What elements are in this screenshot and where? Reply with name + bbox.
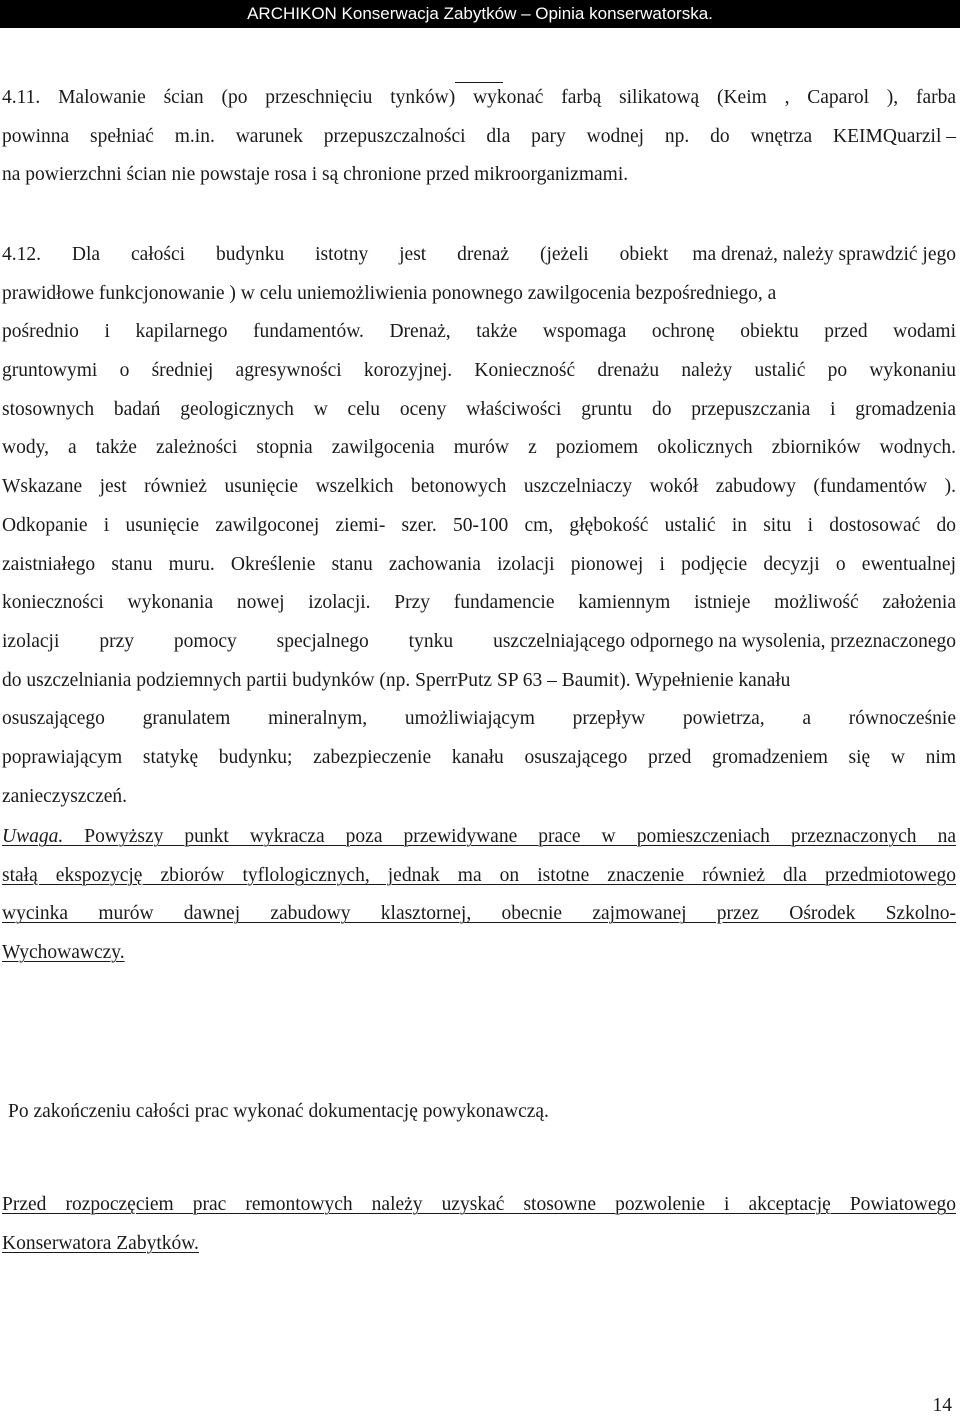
section-4-12-line-10: konieczności wykonania nowej izolacji. Przy fundamencie kamiennym istnieje możliwość założenia — [2, 592, 956, 614]
section-4-12-line-11 — [2, 623, 956, 662]
section-4-11-line-3: na powierzchni ścian nie powstaje rosa i są chronione przed mikroorganizmami. — [2, 164, 629, 186]
section-4-12-line-11-tail: uszczelniającego odpornego na wysolenia, przeznaczonego — [493, 630, 956, 652]
section-4-11-line-2-tail: Quarzil – — [882, 125, 956, 147]
section-4-12-line-11-text: izolacji przy pomocy specjalnego tynku — [2, 630, 454, 652]
completion-text: Po zakończeniu całości prac wykonać dokumentację powykonawczą. — [8, 1101, 549, 1122]
approval-block — [2, 1186, 956, 1263]
note-line-2: stałą ekspozycję zbiorów tyflologicznych, jednak ma on istotne znaczenie również dla przedmiotowego — [2, 864, 956, 886]
section-4-12-line-1-text: 4.12. Dla całości budynku istotny jest drenaż (jeżeli obiekt — [2, 244, 669, 265]
section-4-12-line-8: Odkopanie i usunięcie zawilgoconej ziemi- szer. 50-100 cm, głębokość ustalić in situ i dostosować do — [2, 514, 956, 536]
section-4-12-line-1 — [2, 236, 956, 275]
section-4-12-line-4: gruntowymi o średniej agresywności korozyjnej. Konieczność drenażu należy ustalić po wykonaniu — [2, 360, 956, 382]
approval-line-2: Konserwatora Zabytków. — [2, 1232, 199, 1254]
completion-block — [8, 1093, 948, 1132]
note-line-1-text: Powyższy punkt wykracza poza przewidywane prace w pomieszczeniach przeznaczonych na — [84, 826, 956, 847]
section-4-12-line-13: osuszającego granulatem mineralnym, umożliwiającym przepływ powietrza, a równocześnie — [2, 708, 956, 730]
approval-line-1: Przed rozpoczęciem prac remontowych należy uzyskać stosowne pozwolenie i akceptację Powiatowego — [2, 1194, 956, 1215]
section-4-12-line-1-tail: ma drenaż, należy sprawdzić jego — [692, 244, 956, 265]
note-line-4: Wychowawczy. — [2, 942, 125, 964]
note-block — [2, 818, 956, 973]
section-4-11-line-1: 4.11. Malowanie ścian (po przeschnięciu tynków) wykonać farbą silikatową (Keim , Caparol ), farba — [2, 87, 956, 108]
section-4-12-line-7: Wskazane jest również usunięcie wszelkich betonowych uszczelniaczy wokół zabudowy (fundamentów ). — [2, 476, 956, 498]
section-4-12-line-9: zaistniałego stanu muru. Określenie stanu zachowania izolacji pionowej i podjęcie decyzji o ewentualnej — [2, 553, 956, 575]
section-4-12-line-5: stosownych badań geologicznych w celu oceny właściwości gruntu do przepuszczania i gromadzenia — [2, 398, 956, 420]
note-line-1 — [2, 818, 956, 857]
section-4-12-line-12: do uszczelniania podziemnych partii budynków (np. SperrPutz SP 63 – Baumit). Wypełnienie kanału — [2, 669, 791, 691]
header-text: ARCHIKON Konserwacja Zabytków – Opinia konserwatorska. — [247, 4, 713, 23]
section-4-11-line-2-text: powinna spełniać m.in. warunek przepuszczalności dla pary wodnej np. do wnętrza KEIM — [2, 125, 883, 147]
document-header — [0, 0, 960, 28]
section-4-11-line-2 — [2, 118, 956, 157]
section-4-12 — [2, 236, 956, 816]
section-4-11 — [2, 79, 956, 195]
note-label: Uwaga. — [2, 826, 64, 847]
section-4-12-line-6: wody, a także zależności stopnia zawilgocenia murów z poziomem okolicznych zbiorników wodnych. — [2, 437, 956, 459]
section-4-12-line-15: zanieczyszczeń. — [2, 785, 128, 807]
section-4-12-line-3: pośrednio i kapilarnego fundamentów. Drenaż, także wspomaga ochronę obiektu przed wodami — [2, 321, 956, 343]
section-4-12-line-2: prawidłowe funkcjonowanie ) w celu uniemożliwienia ponownego zawilgocenia bezpośredniego, a — [2, 282, 777, 304]
section-4-12-line-14: poprawiającym statykę budynku; zabezpieczenie kanału osuszającego przed gromadzeniem się w nim — [2, 746, 956, 768]
note-line-3: wycinka murów dawnej zabudowy klasztornej, obecnie zajmowanej przez Ośrodek Szkolno- — [2, 903, 956, 925]
page-number: 14 — [932, 1395, 952, 1416]
